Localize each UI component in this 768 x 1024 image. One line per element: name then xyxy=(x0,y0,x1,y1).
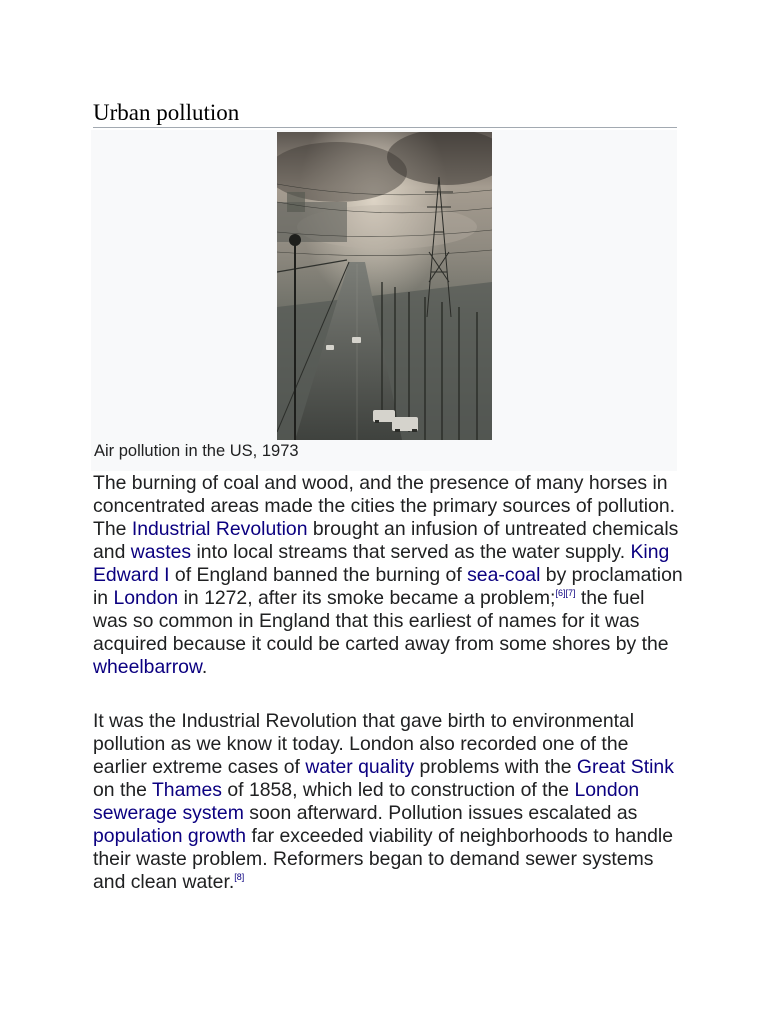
text-segment: far exceeded viability of neighborhoods to handle their waste problem. Reformers began to demand sewer systems and clean water. xyxy=(93,825,673,893)
text-segment: of England banned the burning of xyxy=(169,564,468,586)
link-london-sewerage-system[interactable]: London sewerage system xyxy=(93,779,640,824)
text-segment: brought an infusion of untreated chemicals and xyxy=(93,518,679,563)
air-pollution-photo[interactable] xyxy=(277,132,492,440)
link-population-growth[interactable]: population growth xyxy=(93,825,247,847)
text-segment: the fuel was so common in England that this earliest of names for it was acquired because it could be carted away from some shores by the xyxy=(93,587,669,655)
text-segment: into local streams that served as the water supply. xyxy=(191,541,631,563)
figure-thumbnail xyxy=(91,130,677,471)
text-segment: in 1272, after its smoke became a problem; xyxy=(178,587,556,609)
text-segment: . xyxy=(201,656,208,678)
link-great-stink[interactable]: Great Stink xyxy=(576,756,674,778)
citation-8[interactable]: [8] xyxy=(234,872,245,882)
link-wastes[interactable]: wastes xyxy=(130,541,192,563)
text-segment: by proclamation in xyxy=(93,564,683,609)
link-water-quality[interactable]: water quality xyxy=(305,756,415,778)
section-heading: Urban pollution xyxy=(93,100,677,128)
citation-7[interactable]: [7] xyxy=(565,588,576,598)
link-industrial-revolution[interactable]: Industrial Revolution xyxy=(131,518,308,540)
text-segment: on the xyxy=(93,779,152,801)
citation-group xyxy=(234,872,244,882)
link-thames[interactable]: Thames xyxy=(151,779,222,801)
link-london[interactable]: London xyxy=(113,587,179,609)
text-segment: The burning of coal and wood, and the presence of many horses in concentrated areas made the cities the primary sources of pollution. The xyxy=(93,472,676,540)
citation-6[interactable]: [6] xyxy=(555,588,566,598)
citation-group xyxy=(555,588,575,598)
link-sea-coal[interactable]: sea-coal xyxy=(467,564,541,586)
text-segment: It was the Industrial Revolution that gave birth to environmental pollution as we know it today. London also recorded one of the earlier extreme cases of xyxy=(93,710,635,778)
text-segment: problems with the xyxy=(414,756,577,778)
text-segment: of 1858, which led to construction of the xyxy=(222,779,575,801)
text-segment: soon afterward. Pollution issues escalated as xyxy=(243,802,638,824)
link-king-edward-i[interactable]: King Edward I xyxy=(93,541,670,586)
paragraph-industrial-revolution xyxy=(93,710,683,894)
figure-caption: Air pollution in the US, 1973 xyxy=(94,442,299,460)
paragraph-coal-and-wood xyxy=(93,472,683,679)
link-wheelbarrow[interactable]: wheelbarrow xyxy=(93,656,202,678)
